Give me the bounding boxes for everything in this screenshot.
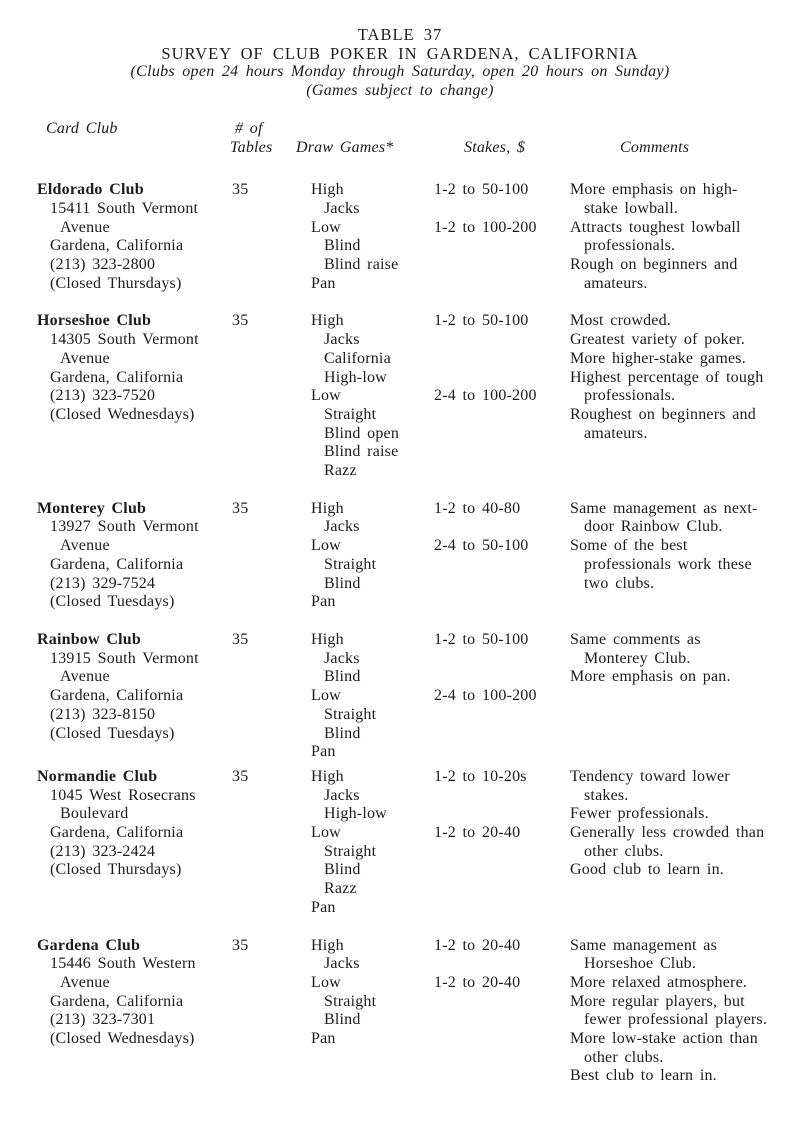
comment-line: amateurs. [584,424,648,442]
column-header-card-club: Card Club [46,119,118,137]
comment-line: Same management as next- [570,499,758,517]
club-row [37,768,780,918]
column-header-stakes [428,120,570,157]
game-item: Jacks [324,331,360,349]
stakes-cell [428,312,570,480]
game-item: Blind [324,1011,361,1029]
stake-spacer [434,787,570,806]
comment-line: More higher-stake games. [570,349,746,367]
game-item: Pan [311,898,336,916]
club-address-line: Gardena, California [50,992,184,1010]
column-header-spacer [620,120,780,139]
game-item: Razz [324,462,357,480]
game-item: Low [311,537,341,555]
stake-value: 1-2 to 50-100 [434,630,529,648]
column-header-tables-line1: # of [235,119,263,137]
stakes-cell [428,768,570,918]
game-item: Straight [324,405,377,423]
game-item: High [311,499,344,517]
stake-spacer [434,369,570,388]
stake-value: 1-2 to 20-40 [434,824,521,842]
column-header-draw-games [296,120,428,157]
club-row [37,937,780,1087]
column-header-comments-label: Comments [620,138,690,156]
stake-spacer [434,650,570,669]
stake-value: 2-4 to 100-200 [434,687,537,705]
comment-line: Fewer professionals. [570,805,709,823]
draw-games-cell [296,768,428,918]
tables-count: 35 [232,630,249,648]
game-item: Pan [311,274,336,292]
comments-cell [570,937,780,1087]
game-item: Low [311,218,341,236]
draw-games-cell [296,312,428,480]
game-item: Blind raise [324,443,399,461]
comment-line: professionals. [584,387,676,405]
club-address-line: (213) 323-2800 [50,256,156,274]
comment-line: Rough on beginners and [570,256,738,274]
comments-cell [570,768,780,918]
stake-value: 1-2 to 100-200 [434,218,537,236]
game-item: Straight [324,992,377,1010]
club-name: Monterey Club [37,499,147,517]
draw-games-cell [296,937,428,1087]
game-item: Straight [324,842,377,860]
comment-line: Best club to learn in. [570,1067,717,1085]
game-item: Pan [311,743,336,761]
tables-count: 35 [232,181,249,199]
game-item: Low [311,973,341,991]
comments-cell [570,312,780,480]
column-header-tables [230,120,296,157]
game-item: High-low [324,368,387,386]
comments-cell [570,500,780,612]
comments-cell [570,181,780,293]
column-header-draw-games-label: Draw Games* [296,138,394,156]
stake-value: 1-2 to 10-20s [434,767,527,785]
game-item: Blind [324,237,361,255]
game-item: High-low [324,805,387,823]
column-header-tables-line2: Tables [230,138,273,156]
stake-value: 1-2 to 20-40 [434,973,521,991]
draw-games-cell [296,500,428,612]
club-name: Rainbow Club [37,630,141,648]
stake-spacer [434,805,570,824]
club-address-line: (213) 323-7520 [50,387,156,405]
game-item: Low [311,824,341,842]
game-item: Low [311,387,341,405]
club-address-line: 14305 South Vermont [50,331,199,349]
club-address-line: (213) 323-7301 [50,1011,156,1029]
comment-line: More emphasis on pan. [570,668,731,686]
club-row [37,181,780,293]
club-address-line: Avenue [60,349,110,367]
tables-count: 35 [232,499,249,517]
comment-line: More low-stake action than [570,1030,758,1048]
club-address-line: Avenue [60,668,110,686]
stake-spacer [434,331,570,350]
game-item: Blind [324,724,361,742]
club-address-line: 13927 South Vermont [50,518,199,536]
club-row [37,631,780,762]
comment-line: Same management as [570,936,718,954]
club-address-line: (Closed Wednesdays) [50,405,195,423]
comment-line: Generally less crowded than [570,824,765,842]
game-item: Jacks [324,649,360,667]
game-item: Blind [324,668,361,686]
comment-line: door Rainbow Club. [584,518,723,536]
comment-line: Most crowded. [570,312,671,330]
game-item: Jacks [324,199,360,217]
club-address-line: Boulevard [60,805,129,823]
comment-line: Monterey Club. [584,649,691,667]
club-address-line: (Closed Thursdays) [50,861,182,879]
club-address-line: Gardena, California [50,368,184,386]
club-info-cell [37,768,230,918]
comment-line: professionals work these [584,555,752,573]
stakes-cell [428,631,570,762]
page-title: SURVEY OF CLUB POKER IN GARDENA, CALIFORNIA [161,43,639,63]
table-number: TABLE 37 [357,25,443,44]
comment-line: professionals. [584,237,676,255]
comment-line: More relaxed atmosphere. [570,973,748,991]
tables-count: 35 [232,936,249,954]
tables-count: 35 [232,312,249,330]
game-item: Straight [324,705,377,723]
comment-line: Highest percentage of tough [570,368,764,386]
comment-line: Same comments as [570,630,701,648]
subtitle-note: (Games subject to change) [306,82,494,100]
comment-line: Tendency toward lower [570,767,730,785]
stake-value: 1-2 to 50-100 [434,181,529,199]
stake-spacer [434,518,570,537]
stake-spacer [434,200,570,219]
comment-line: other clubs. [584,842,664,860]
club-info-cell [37,181,230,293]
club-address-line: Gardena, California [50,237,184,255]
club-address-line: (213) 329-7524 [50,574,156,592]
column-headers [37,120,780,157]
club-row [37,312,780,480]
comment-line: Greatest variety of poker. [570,331,746,349]
comment-line: Attracts toughest lowball [570,218,741,236]
game-item: High [311,767,344,785]
column-header-spacer [296,120,428,139]
comment-line: Horseshoe Club. [584,955,697,973]
game-item: Blind raise [324,256,399,274]
game-item: High [311,181,344,199]
club-address-line: (213) 323-2424 [50,842,156,860]
comment-line: fewer professional players. [584,1011,768,1029]
title-block [0,26,800,101]
club-address-line: (213) 323-8150 [50,705,156,723]
club-address-line: 15446 South Western [50,955,196,973]
game-item: Razz [324,880,357,898]
club-address-line: Gardena, California [50,687,184,705]
comment-line: stake lowball. [584,199,679,217]
comment-line: other clubs. [584,1048,664,1066]
stake-spacer [434,350,570,369]
club-address-line: Gardena, California [50,824,184,842]
stakes-cell [428,937,570,1087]
comment-line: amateurs. [584,274,648,292]
club-address-line: Avenue [60,973,110,991]
club-name: Gardena Club [37,936,141,954]
club-address-line: 13915 South Vermont [50,649,199,667]
club-address-line: (Closed Tuesdays) [50,724,175,742]
club-info-cell [37,312,230,480]
club-address-line: (Closed Wednesdays) [50,1030,195,1048]
game-item: High [311,312,344,330]
comment-line: Some of the best [570,537,688,555]
club-name: Horseshoe Club [37,312,152,330]
game-item: California [324,349,391,367]
club-info-cell [37,500,230,612]
game-item: Jacks [324,518,360,536]
club-address-line: Avenue [60,537,110,555]
game-item: High [311,936,344,954]
stake-value: 2-4 to 100-200 [434,387,537,405]
stakes-cell [428,181,570,293]
club-name: Eldorado Club [37,181,144,199]
club-row [37,500,780,612]
club-address-line: 15411 South Vermont [50,199,199,217]
club-address-line: Gardena, California [50,555,184,573]
stake-value: 1-2 to 20-40 [434,936,521,954]
draw-games-cell [296,181,428,293]
club-address-line: (Closed Tuesdays) [50,593,175,611]
club-name: Normandie Club [37,767,158,785]
comment-line: stakes. [584,786,629,804]
comment-line: Roughest on beginners and [570,405,756,423]
stake-value: 1-2 to 50-100 [434,312,529,330]
comments-cell [570,631,780,762]
comment-line: Good club to learn in. [570,861,724,879]
draw-games-cell [296,631,428,762]
game-item: Straight [324,555,377,573]
column-header-spacer [464,120,570,139]
column-header-comments [570,120,780,157]
club-address-line: 1045 West Rosecrans [50,786,196,804]
stake-value: 2-4 to 50-100 [434,537,529,555]
game-item: Jacks [324,955,360,973]
comment-line: More regular players, but [570,992,745,1010]
game-item: Blind [324,574,361,592]
comment-line: two clubs. [584,574,655,592]
game-item: Low [311,687,341,705]
club-info-cell [37,937,230,1087]
game-item: Pan [311,593,336,611]
stake-spacer [434,955,570,974]
club-address-line: Avenue [60,218,110,236]
club-address-line: (Closed Thursdays) [50,274,182,292]
stake-spacer [434,668,570,687]
stakes-cell [428,500,570,612]
game-item: Jacks [324,786,360,804]
stake-value: 1-2 to 40-80 [434,499,521,517]
subtitle-hours: (Clubs open 24 hours Monday through Saturday, open 20 hours on Sunday) [130,63,670,81]
game-item: Blind open [324,424,400,442]
club-info-cell [37,631,230,762]
tables-count: 35 [232,767,249,785]
game-item: High [311,630,344,648]
clubs-table-body [37,181,780,1086]
comment-line: More emphasis on high- [570,181,738,199]
game-item: Blind [324,861,361,879]
game-item: Pan [311,1030,336,1048]
column-header-stakes-label: Stakes, $ [464,138,526,156]
